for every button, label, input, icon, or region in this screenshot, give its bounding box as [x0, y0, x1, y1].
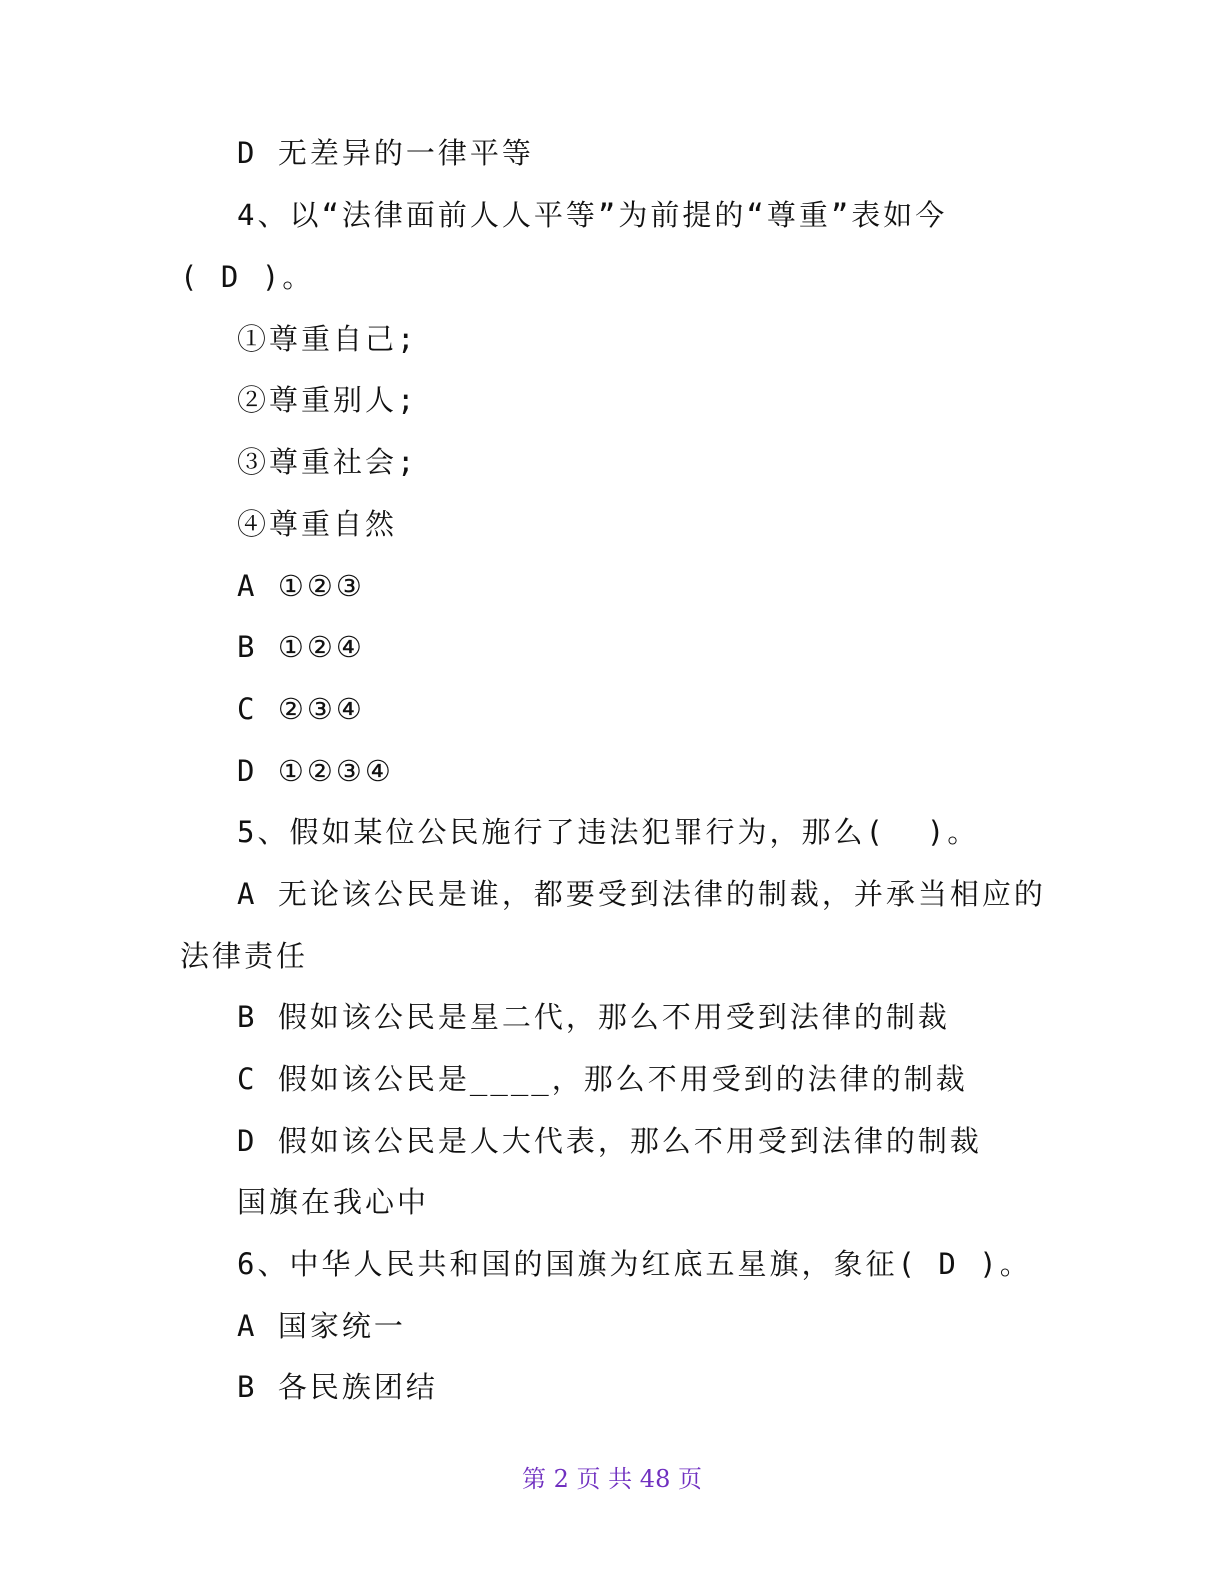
option-b: B 各民族团结	[237, 1370, 438, 1404]
question-4: 4、以“法律面前人人平等”为前提的“尊重”表如今	[237, 198, 948, 232]
text-line: ②尊重别人;	[237, 383, 418, 417]
question-6: 6、中华人民共和国的国旗为红底五星旗，象征( D )。	[237, 1247, 1032, 1281]
question-4-answer: ( D )。	[180, 260, 315, 294]
option-c: C 假如该公民是____，那么不用受到的法律的制裁	[237, 1062, 968, 1096]
question-5: 5、假如某位公民施行了违法犯罪行为，那么( )。	[237, 815, 980, 849]
option-b: B ①②④	[237, 630, 365, 664]
option-a: A ①②③	[237, 569, 365, 603]
text-line: D 无差异的一律平等	[237, 136, 534, 170]
option-d: D 假如该公民是人大代表，那么不用受到法律的制裁	[237, 1124, 982, 1158]
option-c: C ②③④	[237, 692, 365, 726]
option-a: A 国家统一	[237, 1309, 406, 1343]
option-a: A 无论该公民是谁，都要受到法律的制裁，并承当相应的	[237, 877, 1046, 911]
section-heading: 国旗在我心中	[237, 1185, 430, 1219]
text-line: ①尊重自己;	[237, 322, 418, 356]
page-number-footer: 第 2 页 共 48 页	[522, 1465, 702, 1493]
text-line: ③尊重社会;	[237, 445, 418, 479]
option-b: B 假如该公民是星二代，那么不用受到法律的制裁	[237, 1000, 950, 1034]
text-line: ④尊重自然	[237, 507, 398, 541]
option-a-continued: 法律责任	[180, 939, 309, 973]
option-d: D ①②③④	[237, 754, 394, 788]
